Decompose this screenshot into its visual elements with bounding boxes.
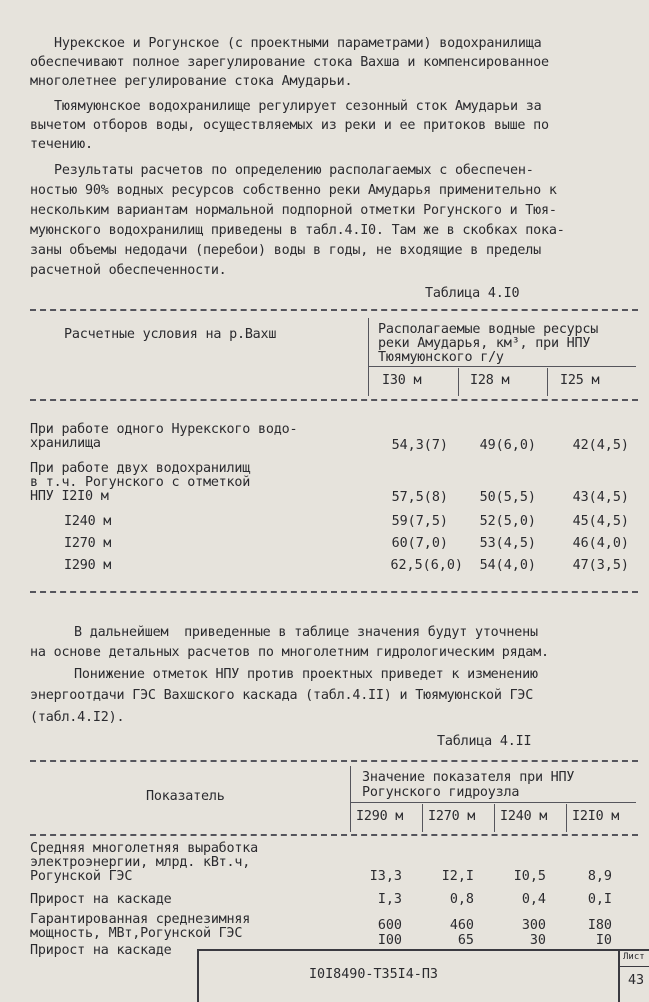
table-rule: [30, 760, 638, 762]
text-line: течению.: [30, 137, 93, 152]
table-header: Расчетные условия на р.Вахш: [64, 327, 277, 342]
table-cell: 47(3,5): [572, 558, 629, 573]
table-divider: [566, 804, 567, 832]
text-line: муюнского водохранилищ приведены в табл.4.I0. Там же в скобках пока-: [30, 223, 565, 238]
row-label: Прирост на каскаде: [30, 892, 172, 907]
text-line: обеспечивают полное зарегулирование стока Вахша и компенсированное: [30, 55, 549, 70]
table-rule: [30, 309, 638, 311]
table-cell: 8,9: [587, 869, 612, 884]
table-rule: [30, 834, 638, 836]
column-header: I270 м: [428, 809, 476, 824]
row-label: При работе одного Нурекского водо-: [30, 422, 298, 437]
table-cell: 52(5,0): [479, 514, 536, 529]
row-label: I240 м: [64, 514, 112, 529]
table-cell: 43(4,5): [572, 490, 629, 505]
text-line: нескольким вариантам нормальной подпорной отметки Рогунского и Тюя-: [30, 203, 557, 218]
column-header: I28 м: [470, 373, 510, 388]
table-cell: 50(5,5): [479, 490, 536, 505]
row-label: I270 м: [64, 536, 112, 551]
table-rule: [368, 366, 636, 367]
table-cell: 60(7,0): [391, 536, 448, 551]
column-header: I290 м: [356, 809, 404, 824]
column-header: I25 м: [560, 373, 600, 388]
table-cell: I00: [377, 933, 402, 948]
table-caption: Таблица 4.I0: [425, 286, 520, 301]
table-cell: 45(4,5): [572, 514, 629, 529]
table-cell: 54(4,0): [479, 558, 536, 573]
text-line: ностью 90% водных ресурсов собственно реки Амударья применительно к: [30, 183, 557, 198]
text-line: (табл.4.I2).: [30, 710, 125, 725]
table-divider: [368, 318, 369, 396]
row-label: мощность, МВт,Рогунской ГЭС: [30, 926, 243, 941]
table-cell: 57,5(8): [391, 490, 448, 505]
table-header: Значение показателя при НПУ: [362, 770, 575, 785]
table-header: реки Амударья, км³, при НПУ: [378, 336, 591, 351]
table-header: Тюямуюнского г/у: [378, 350, 504, 365]
table-cell: I3,3: [369, 869, 402, 884]
row-label: При работе двух водохранилищ: [30, 461, 251, 476]
table-cell: 600: [377, 918, 402, 933]
row-label: Средняя многолетняя выработка: [30, 841, 258, 856]
row-label: I290 м: [64, 558, 112, 573]
text-line: Тюямуюнское водохранилище регулирует сезонный сток Амударьи за: [54, 99, 542, 114]
text-line: многолетнее регулирование стока Амударьи.: [30, 74, 353, 89]
text-line: вычетом отборов воды, осуществляемых из реки и ее притоков выше по: [30, 118, 549, 133]
document-code: I0I8490-Т35I4-ПЗ: [309, 967, 438, 982]
row-label: в т.ч. Рогунского с отметкой: [30, 475, 251, 490]
table-rule: [30, 399, 638, 401]
text-line: заны объемы недодачи (перебои) воды в годы, не входящие в пределы: [30, 243, 542, 258]
table-divider: [494, 804, 495, 832]
table-cell: 0,8: [449, 892, 474, 907]
table-cell: 460: [449, 918, 474, 933]
text-line: Результаты расчетов по определению располагаемых с обеспечен-: [54, 163, 534, 178]
column-header: I30 м: [382, 373, 422, 388]
table-cell: 0,I: [587, 892, 612, 907]
table-caption: Таблица 4.II: [437, 734, 532, 749]
row-label: НПУ I2I0 м: [30, 489, 109, 504]
table-cell: 0,4: [521, 892, 546, 907]
text-line: Понижение отметок НПУ против проектных приведет к изменению: [74, 667, 538, 682]
sheet-divider: [620, 966, 649, 967]
table-cell: I0,5: [513, 869, 546, 884]
text-line: энергоотдачи ГЭС Вахшского каскада (табл.4.II) и Тюямуюнской ГЭС: [30, 688, 534, 703]
table-cell: 62,5(6,0): [390, 558, 463, 573]
table-divider: [350, 766, 351, 832]
table-header: Показатель: [146, 789, 225, 804]
table-cell: 54,3(7): [391, 438, 448, 453]
table-cell: 46(4,0): [572, 536, 629, 551]
table-cell: 30: [529, 933, 546, 948]
table-rule: [350, 802, 636, 803]
table-cell: 42(4,5): [572, 438, 629, 453]
row-label: электроэнергии, млрд. кВт.ч,: [30, 855, 251, 870]
table-rule: [30, 591, 638, 593]
table-cell: 53(4,5): [479, 536, 536, 551]
table-cell: I0: [595, 933, 612, 948]
table-divider: [458, 368, 459, 396]
table-header: Рогунского гидроузла: [362, 785, 520, 800]
table-cell: 300: [521, 918, 546, 933]
title-block-stamp: [197, 949, 649, 1002]
column-header: I2I0 м: [572, 809, 620, 824]
text-line: расчетной обеспеченности.: [30, 263, 227, 278]
row-label: Гарантированная среднезимняя: [30, 912, 251, 927]
sheet-label: Лист: [623, 952, 645, 962]
row-label: хранилища: [30, 436, 101, 451]
table-cell: 59(7,5): [391, 514, 448, 529]
column-header: I240 м: [500, 809, 548, 824]
table-cell: 49(6,0): [479, 438, 536, 453]
sheet-number-box: [618, 951, 649, 1002]
table-cell: I2,I: [441, 869, 474, 884]
row-label: Рогунской ГЭС: [30, 869, 133, 884]
table-cell: I80: [587, 918, 612, 933]
table-cell: I,3: [377, 892, 402, 907]
table-cell: 65: [457, 933, 474, 948]
table-divider: [422, 804, 423, 832]
text-line: Нурекское и Рогунское (с проектными параметрами) водохранилища: [54, 36, 542, 51]
row-label: Прирост на каскаде: [30, 943, 172, 958]
text-line: В дальнейшем приведенные в таблице значения будут уточнены: [74, 625, 538, 640]
sheet-number: 43: [628, 973, 645, 988]
table-divider: [547, 368, 548, 396]
text-line: на основе детальных расчетов по многолетним гидрологическим рядам.: [30, 645, 549, 660]
table-header: Располагаемые водные ресурсы: [378, 322, 599, 337]
